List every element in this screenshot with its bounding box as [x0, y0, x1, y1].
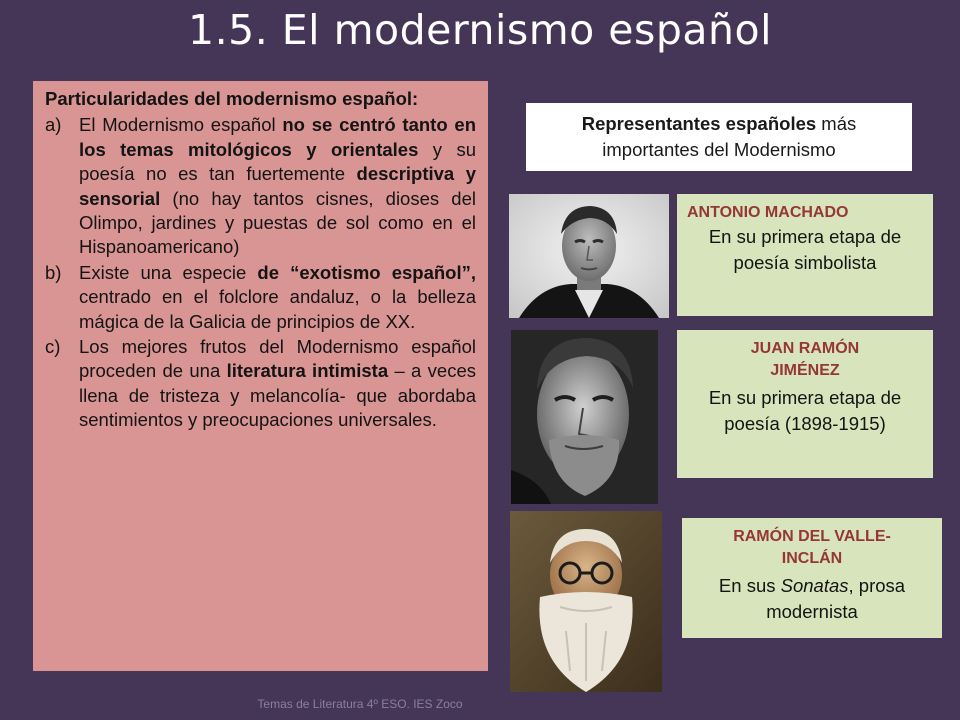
representatives-box	[526, 103, 912, 171]
item-a-bold: descriptiva y sensorial	[79, 163, 476, 209]
antonio-machado-photo	[509, 194, 669, 318]
representatives-text: más importantes del Modernismo	[602, 113, 857, 160]
item-a-text: y su poesía no es tan fuertemente	[79, 138, 476, 185]
author-description	[692, 573, 932, 625]
author-description-text: En sus	[718, 574, 781, 596]
author-description: En su primera etapa de poesía simbolista	[708, 226, 902, 274]
item-a-text: El Modernismo español	[79, 114, 283, 136]
list-marker: c)	[45, 336, 61, 358]
item-c-text: – a veces llena de tristeza y melancolía- que abordaba sentimientos y preocupaciones universales.	[79, 360, 476, 431]
item-b-text: Existe una especie	[79, 261, 258, 283]
particularities-box	[33, 81, 488, 671]
antonio-machado-card	[677, 194, 933, 316]
particularities-list	[45, 113, 476, 432]
list-item-a	[45, 113, 476, 259]
juan-ramon-jimenez-card	[677, 330, 933, 478]
author-name: RAMÓN DEL VALLE-INCLÁN	[733, 528, 891, 568]
list-marker: b)	[45, 261, 62, 283]
list-marker: a)	[45, 114, 62, 136]
item-a-bold: no se centró tanto en los temas mitológicos y orientales	[79, 114, 476, 160]
author-description-text: , prosa modernista	[766, 574, 906, 622]
item-b-text: centrado en el folclore andaluz, o la belleza mágica de la Galicia de principios de XX.	[79, 286, 476, 332]
item-b-bold: de “exotismo español”,	[257, 261, 476, 283]
footer-text: Temas de Literatura 4º ESO. IES Zoco	[257, 697, 463, 711]
slide-title: 1.5. El modernismo español	[188, 6, 772, 54]
author-name: JUAN RAMÓN JIMÉNEZ	[750, 340, 860, 380]
author-description: En su primera etapa de poesía (1898-1915)	[708, 386, 902, 434]
item-a-text: (no hay tantos cisnes, dioses del Olimpo, jardines y puestas de sol como en el Hispanoamericano)	[79, 187, 476, 258]
author-name: ANTONIO MACHADO	[687, 204, 849, 221]
juan-ramon-jimenez-photo	[511, 330, 658, 504]
author-description-italic: Sonatas	[780, 574, 849, 596]
valle-inclan-photo	[510, 511, 662, 692]
representatives-bold: Representantes españoles	[581, 113, 817, 134]
item-c-text: Los mejores frutos del Modernismo español proceden de una	[79, 336, 476, 382]
valle-inclan-card	[682, 518, 942, 638]
item-c-bold: literatura intimista	[226, 360, 389, 382]
list-item-b	[45, 261, 476, 334]
particularities-heading: Particularidades del modernismo español:	[45, 88, 419, 109]
list-item-c	[45, 335, 476, 433]
